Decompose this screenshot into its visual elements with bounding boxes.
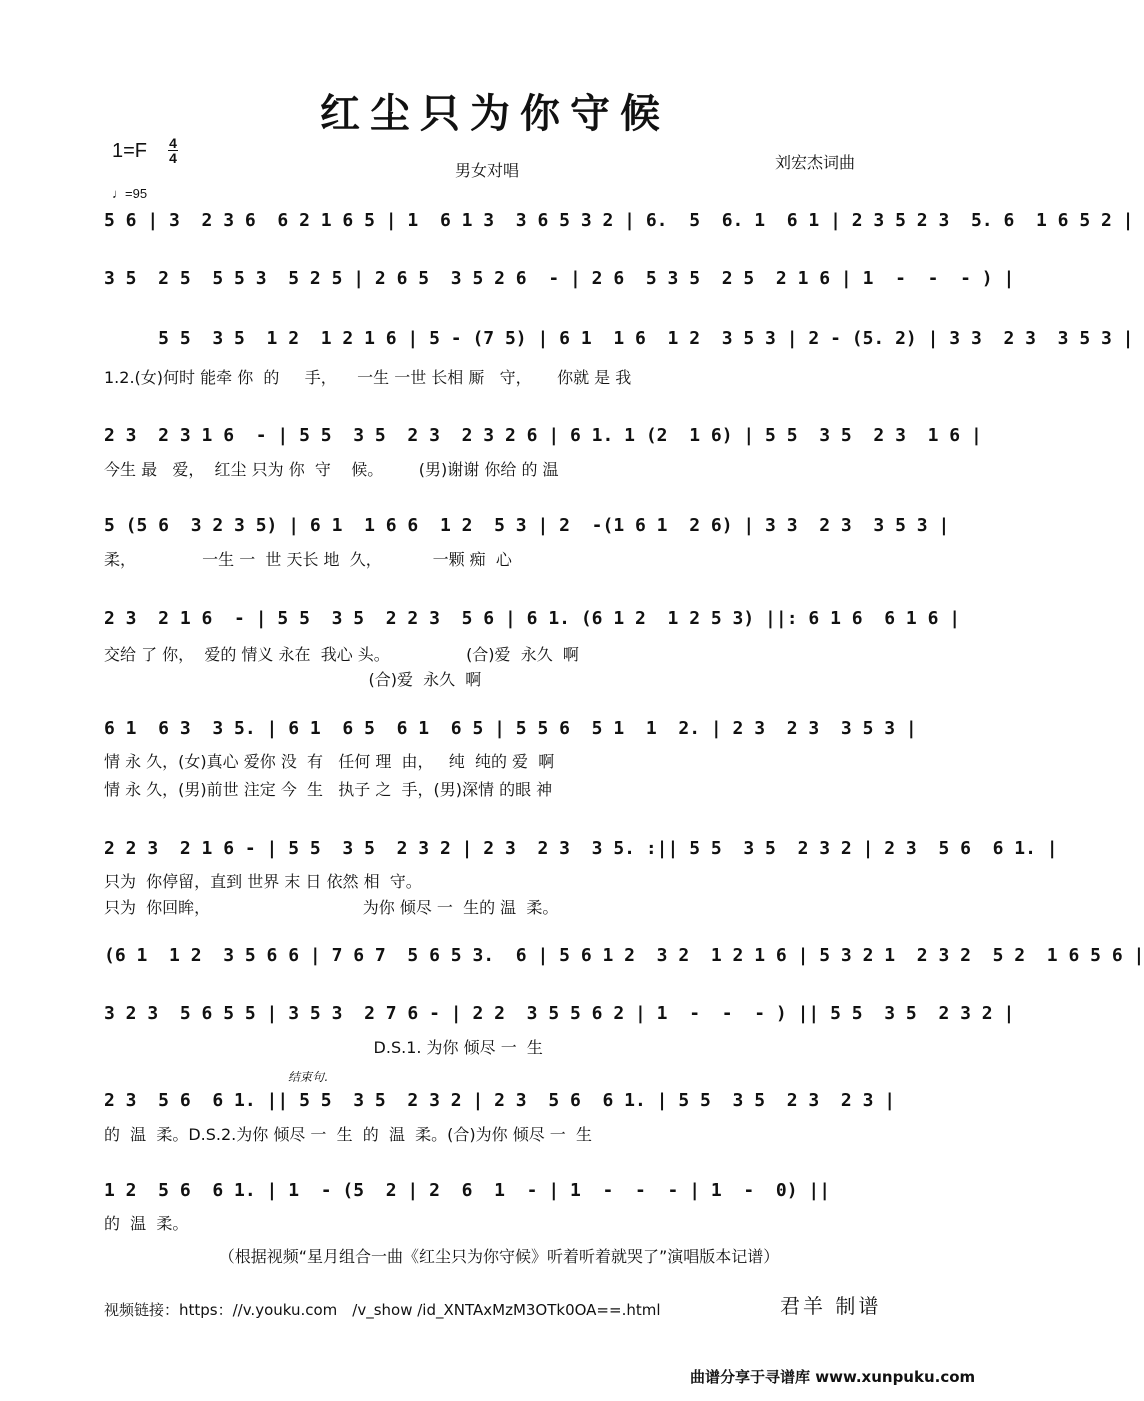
page-title: 红尘只为你守候 — [320, 90, 670, 137]
score-line-1: 5 6 | 3 2 3 6 6 2 1 6 5 | 1 6 1 3 3 6 5 3 2 | 6. 5 6. 1 6 1 | 2 3 5 2 3 5. 6 1 6 5 2 | — [104, 210, 1134, 231]
video-link[interactable]: 视频链接：https：//v.youku.com /v_show /id_XNTAxMzM3OTk0OA==.html — [104, 1301, 661, 1319]
lyric-line-10: D.S.1. 为你 倾尽 一 生 — [104, 1038, 543, 1057]
score-line-8: 2 2 3 2 1 6 - | 5 5 3 5 2 3 2 | 2 3 2 3 3 5. :|| 5 5 3 5 2 3 2 | 2 3 5 6 6 1. | — [104, 838, 1058, 859]
lyric-line-3: 1.2.(女)何时 能牵 你 的 手， 一生 一世 长相 厮 守， 你就 是 我 — [104, 368, 632, 387]
score-line-9: (6 1 1 2 3 5 6 6 | 7 6 7 5 6 5 3. 6 | 5 6 1 2 3 2 1 2 1 6 | 5 3 2 1 2 3 2 5 2 1 6 5 6 | — [104, 945, 1144, 966]
score-line-4: 2 3 2 3 1 6 - | 5 5 3 5 2 3 2 3 2 6 | 6 1. 1 (2 1 6) | 5 5 3 5 2 3 1 6 | — [104, 425, 982, 446]
lyric-line-7a: 情 永 久，(女)真心 爱你 没 有 任何 理 由， 纯 纯的 爱 啊 — [104, 752, 555, 771]
score-line-12: 1 2 5 6 6 1. | 1 - (5 2 | 2 6 1 - | 1 - - - | 1 - 0) || — [104, 1180, 831, 1201]
lyric-line-12: 的 温 柔。 — [104, 1214, 189, 1233]
score-line-11: 2 3 5 6 6 1. || 5 5 3 5 2 3 2 | 2 3 5 6 6 1. | 5 5 3 5 2 3 2 3 | — [104, 1090, 896, 1111]
time-signature — [168, 136, 178, 165]
score-line-3: 5 5 3 5 1 2 1 2 1 6 | 5 - (7 5) | 6 1 1 6 1 2 3 5 3 | 2 - (5. 2) | 3 3 2 3 3 5 3 | — [104, 328, 1134, 349]
source-note: （根据视频“星月组合一曲《红尘只为你守候》听着听着就哭了”演唱版本记谱） — [218, 1247, 780, 1266]
time-signature-top: 4 — [169, 135, 177, 151]
lyric-line-5: 柔， 一生 一 世 天长 地 久， 一颗 痴 心 — [104, 550, 512, 569]
score-line-5: 5 (5 6 3 2 3 5) | 6 1 1 6 6 1 2 5 3 | 2 -(1 6 1 2 6) | 3 3 2 3 3 5 3 | — [104, 515, 950, 536]
lyric-line-11: 的 温 柔。D.S.2.为你 倾尽 一 生 的 温 柔。(合)为你 倾尽 一 生 — [104, 1125, 592, 1144]
lyric-line-4: 今生 最 爱， 红尘 只为 你 守 候。 (男)谢谢 你给 的 温 — [104, 460, 559, 479]
score-line-10: 3 2 3 5 6 5 5 | 3 5 3 2 7 6 - | 2 2 3 5 5 6 2 | 1 - - - ) || 5 5 3 5 2 3 2 | — [104, 1003, 1015, 1024]
time-signature-bottom: 4 — [169, 150, 177, 166]
lyric-line-8a: 只为 你停留，直到 世界 末 日 依然 相 守。 — [104, 872, 422, 891]
score-line-2: 3 5 2 5 5 5 3 5 2 5 | 2 6 5 3 5 2 6 - | 2 6 5 3 5 2 5 2 1 6 | 1 - - - ) | — [104, 268, 1015, 289]
credit: 刘宏杰词曲 — [775, 153, 856, 172]
lyric-line-6b: (合)爱 永久 啊 — [104, 670, 482, 689]
score-line-7: 6 1 6 3 3 5. | 6 1 6 5 6 1 6 5 | 5 5 6 5 1 1 2. | 2 3 2 3 3 5 3 | — [104, 718, 917, 739]
key-signature: 1=F — [112, 140, 148, 162]
footer-credit: 曲谱分享于寻谱库 www.xunpuku.com — [690, 1368, 976, 1386]
end-mark: 结束句. — [288, 1070, 328, 1084]
lyric-line-6a: 交给 了 你， 爱的 情义 永在 我心 头。 (合)爱 永久 啊 — [104, 645, 579, 664]
lyric-line-7b: 情 永 久，(男)前世 注定 今 生 执子 之 手，(男)深情 的眼 神 — [104, 780, 553, 799]
lyric-line-8b: 只为 你回眸， 为你 倾尽 一 生的 温 柔。 — [104, 898, 559, 917]
score-line-6: 2 3 2 1 6 - | 5 5 3 5 2 2 3 5 6 | 6 1. (6 1 2 1 2 5 3) ||: 6 1 6 6 1 6 | — [104, 608, 961, 629]
subtitle: 男女对唱 — [455, 161, 520, 180]
tempo-marking: ♩=95 — [112, 186, 148, 201]
signature: 君羊 制谱 — [780, 1294, 882, 1318]
